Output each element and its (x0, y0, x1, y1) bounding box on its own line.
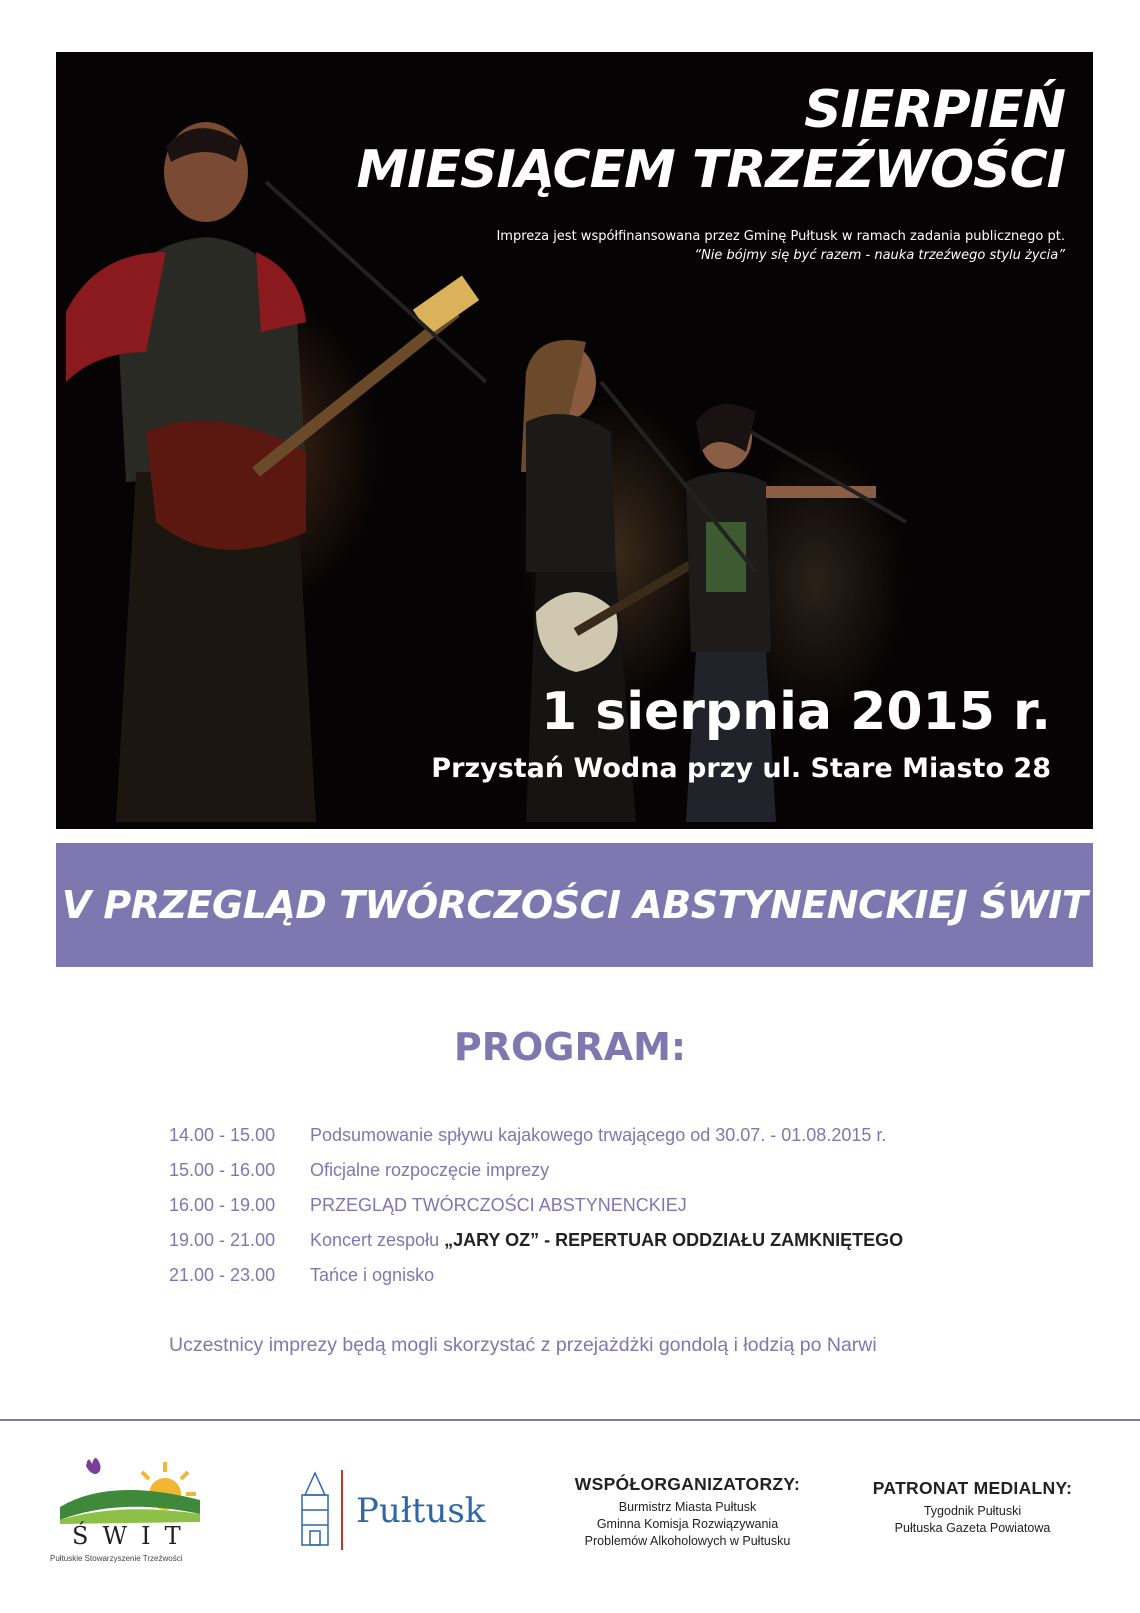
schedule-time: 16.00 - 19.00 (169, 1195, 276, 1215)
schedule-text: Podsumowanie spływu kajakowego trwającego od 30.07. - 01.08.2015 r. (310, 1125, 887, 1145)
funding-text: Impreza jest współfinansowana przez Gminę Pułtusk w ramach zadania publicznego pt. (496, 229, 1065, 244)
program-note: Uczestnicy imprezy będą mogli skorzystać z przejażdżki gondolą i łodzią po Narwi (169, 1334, 877, 1356)
coorganizers-block (560, 1474, 815, 1550)
coorganizer-line: Problemów Alkoholowych w Pułtusku (584, 1534, 791, 1548)
footer-divider (0, 1419, 1140, 1421)
hero-title (356, 80, 1065, 200)
media-patronage-block (860, 1478, 1085, 1537)
pultusk-name: Pułtusk (356, 1491, 486, 1531)
schedule-time: 21.00 - 23.00 (169, 1265, 276, 1285)
schedule-time: 19.00 - 21.00 (169, 1230, 276, 1250)
title-line-1: SIERPIEŃ (804, 80, 1065, 140)
coorganizers-heading: WSPÓŁORGANIZATORZY: (574, 1474, 801, 1494)
coorganizer-line: Burmistrz Miasta Pułtusk (618, 1500, 757, 1514)
schedule-item (169, 1223, 1069, 1258)
event-banner (56, 843, 1093, 967)
media-line: Pułtuska Gazeta Powiatowa (894, 1521, 1051, 1535)
media-heading: PATRONAT MEDIALNY: (872, 1478, 1073, 1498)
event-place: Przystań Wodna przy ul. Stare Miasto 28 (431, 753, 1051, 784)
schedule-list (169, 1118, 1069, 1293)
schedule-text: PRZEGLĄD TWÓRCZOŚCI ABSTYNENCKIEJ (310, 1195, 687, 1215)
funding-note (496, 227, 1065, 265)
schedule-item (169, 1153, 1069, 1188)
coorganizer-line: Gminna Komisja Rozwiązywania (596, 1517, 779, 1531)
media-line: Tygodnik Pułtuski (923, 1504, 1022, 1518)
task-title: “Nie bójmy się być razem - nauka trzeźwego stylu życia” (694, 248, 1065, 263)
swit-logo (50, 1452, 240, 1567)
program-title: PROGRAM: (453, 1025, 687, 1069)
swit-brand: ŚWIT (72, 1522, 195, 1550)
schedule-text: Oficjalne rozpoczęcie imprezy (310, 1160, 550, 1180)
title-line-2: MIESIĄCEM TRZEŹWOŚCI (356, 140, 1065, 200)
schedule-item (169, 1118, 1069, 1153)
event-date: 1 sierpnia 2015 r. (540, 682, 1051, 742)
concert-band-name: „JARY OZ” - REPERTUAR ODDZIAŁU ZAMKNIĘTEGO (444, 1230, 904, 1250)
schedule-item (169, 1188, 1069, 1223)
schedule-text-wrap (310, 1230, 903, 1251)
schedule-text: Koncert zespołu (310, 1230, 445, 1250)
schedule-item (169, 1258, 1069, 1293)
swit-caption: Pułtuskie Stowarzyszenie Trzeźwości (50, 1554, 183, 1563)
hero-photo (56, 52, 1093, 829)
banner-text: V PRZEGLĄD TWÓRCZOŚCI ABSTYNENCKIEJ ŚWIT (61, 883, 1088, 927)
bassist-figure (66, 122, 479, 822)
schedule-time: 15.00 - 16.00 (169, 1160, 276, 1180)
tower-icon (290, 1465, 350, 1555)
schedule-text: Tańce i ognisko (310, 1265, 435, 1285)
pultusk-logo (290, 1465, 510, 1555)
schedule-time: 14.00 - 15.00 (169, 1125, 276, 1145)
swit-emblem-icon (50, 1452, 210, 1527)
